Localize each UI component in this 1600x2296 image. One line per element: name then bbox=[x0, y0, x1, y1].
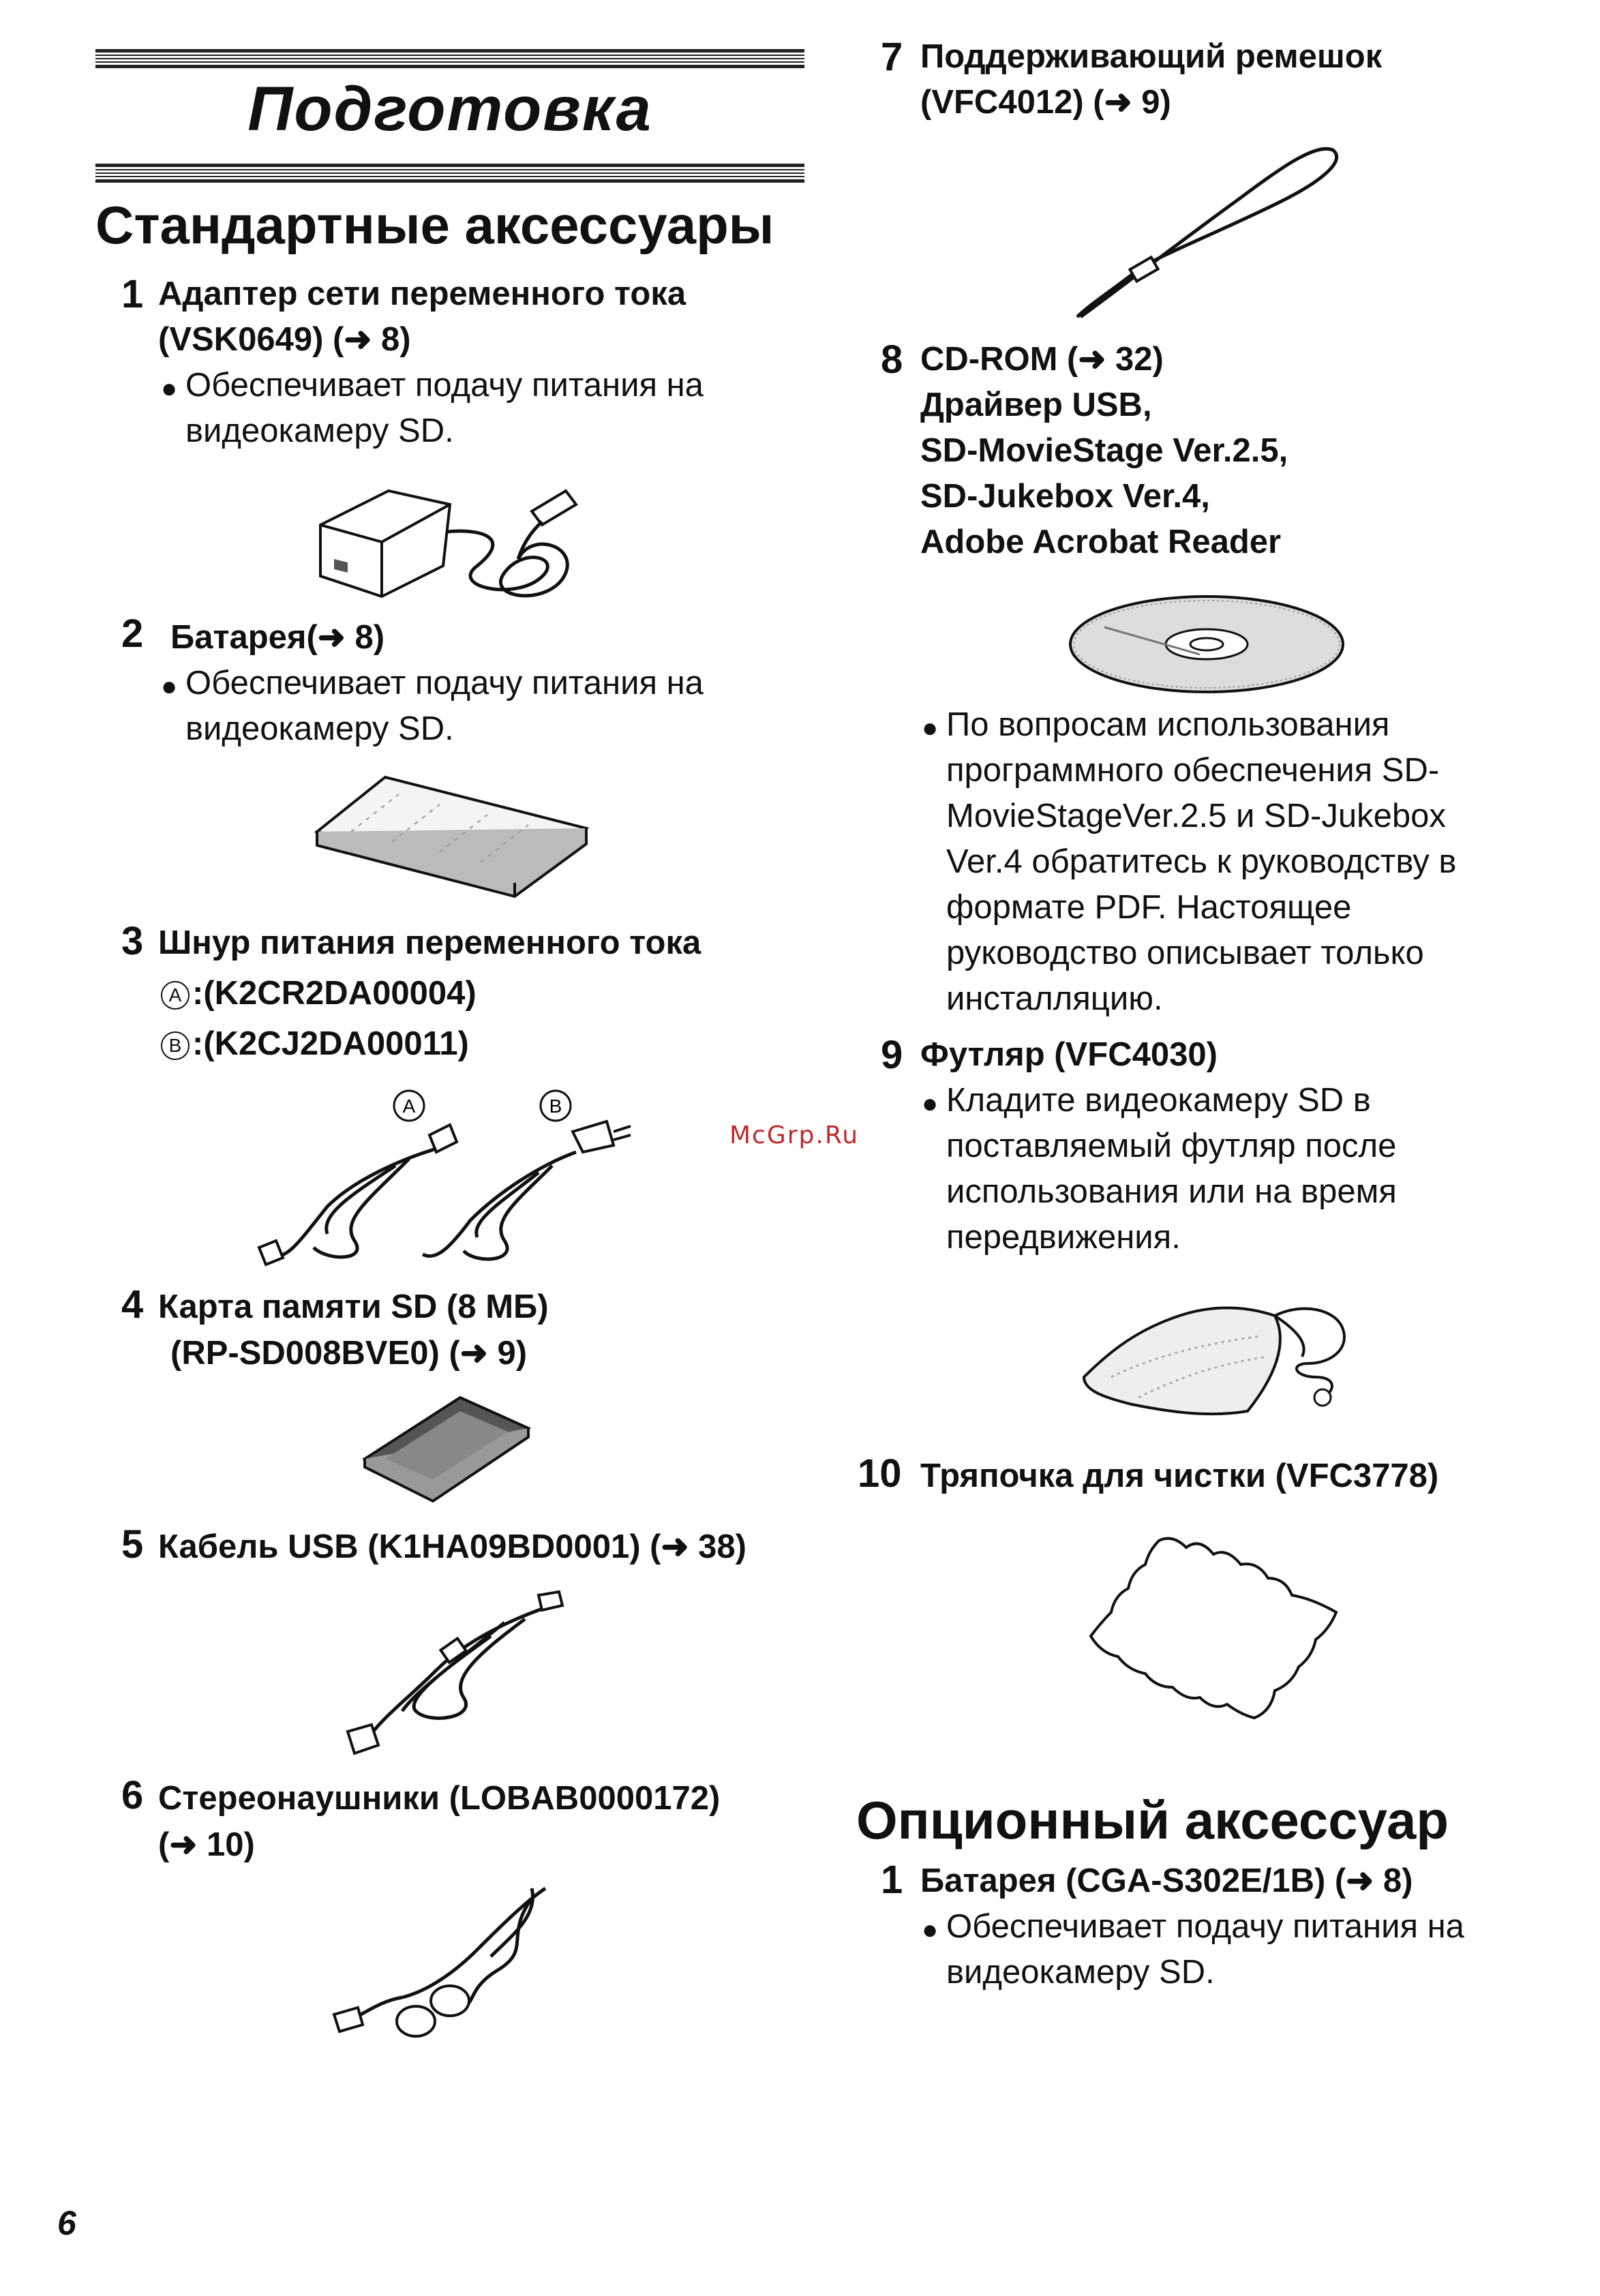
item-title: (VSK0649) (➜ 8) bbox=[158, 321, 411, 358]
strap-image bbox=[1063, 133, 1350, 331]
item-title: Поддерживающий ремешок bbox=[920, 38, 1383, 75]
item-description: видеокамеру SD. bbox=[185, 710, 454, 747]
item-description: Обеспечивает подачу питания на bbox=[185, 665, 704, 701]
earphones-image bbox=[327, 1875, 559, 2045]
section-standard-heading: Стандартные аксессуары bbox=[95, 195, 774, 255]
item-description: Ver.4 обратитесь к руководству в bbox=[946, 843, 1457, 880]
bullet-icon: ● bbox=[922, 713, 939, 743]
item-description: программного обеспечения SD- bbox=[946, 752, 1440, 789]
item-title: Adobe Acrobat Reader bbox=[920, 524, 1282, 560]
item-description: Кладите видеокамеру SD в bbox=[946, 1082, 1371, 1119]
item-description: По вопросам использования bbox=[946, 706, 1390, 743]
usb-cable-image bbox=[327, 1582, 573, 1759]
sd-card-image bbox=[358, 1391, 535, 1507]
page-title: Подготовка bbox=[247, 74, 652, 144]
svg-text:A: A bbox=[402, 1096, 416, 1117]
item-number: 9 bbox=[881, 1033, 903, 1077]
item-title: Адаптер сети переменного тока bbox=[158, 275, 686, 312]
section-optional-heading: Опционный аксессуар bbox=[856, 1790, 1449, 1850]
battery-image bbox=[310, 764, 597, 893]
bullet-icon: ● bbox=[161, 374, 178, 404]
bullet-icon: ● bbox=[161, 671, 178, 701]
item-title: Драйвер USB, bbox=[920, 387, 1152, 423]
item-description: использования или на время bbox=[946, 1173, 1397, 1210]
item-title: SD-MovieStage Ver.2.5, bbox=[920, 432, 1288, 469]
item-description: видеокамеру SD. bbox=[185, 412, 454, 449]
item-title: Тряпочка для чистки (VFC3778) bbox=[920, 1457, 1439, 1494]
cd-rom-image bbox=[1063, 586, 1350, 695]
item-description: MovieStageVer.2.5 и SD-Jukebox bbox=[946, 798, 1446, 834]
item-description: формате PDF. Настоящее bbox=[946, 889, 1352, 926]
cord-b-code-text: :(K2CJ2DA00011) bbox=[192, 1025, 469, 1062]
item-title: Футляр (VFC4030) bbox=[920, 1036, 1218, 1073]
item-number: 10 bbox=[858, 1451, 902, 1496]
item-title: Кабель USB (K1HA09BD0001) (➜ 38) bbox=[158, 1528, 746, 1565]
item-description: инсталляцию. bbox=[946, 980, 1163, 1017]
item-number: 8 bbox=[881, 337, 903, 382]
title-rule-bottom bbox=[95, 164, 804, 183]
watermark: McGrp.Ru bbox=[729, 1121, 860, 1149]
item-title: CD-ROM (➜ 32) bbox=[920, 341, 1164, 378]
item-number: 2 bbox=[121, 611, 144, 656]
item-number: 3 bbox=[121, 919, 144, 963]
power-cord-image bbox=[245, 1084, 641, 1275]
bullet-icon: ● bbox=[922, 1089, 939, 1119]
label-b-icon: B bbox=[161, 1031, 190, 1060]
case-image bbox=[1070, 1275, 1357, 1432]
item-title: (VFC4012) (➜ 9) bbox=[920, 84, 1171, 121]
item-title: (RP-SD008BVE0) (➜ 9) bbox=[170, 1335, 528, 1372]
item-description: видеокамеру SD. bbox=[946, 1954, 1215, 1991]
item-number: 5 bbox=[121, 1522, 144, 1567]
item-title: Карта памяти SD (8 МБ) bbox=[158, 1288, 549, 1325]
cloth-image bbox=[1077, 1527, 1350, 1732]
item-number: 4 bbox=[121, 1282, 144, 1327]
cord-a-code bbox=[161, 971, 477, 1016]
page-number: 6 bbox=[57, 2204, 76, 2242]
title-rule-top bbox=[95, 49, 804, 68]
item-description: руководство описывает только bbox=[946, 935, 1424, 971]
item-title: Шнур питания переменного тока bbox=[158, 924, 701, 961]
item-number: 1 bbox=[121, 272, 144, 316]
bullet-icon: ● bbox=[922, 1915, 939, 1945]
svg-text:B: B bbox=[549, 1096, 562, 1117]
item-number: 7 bbox=[881, 35, 903, 79]
cord-b-code bbox=[161, 1021, 469, 1067]
item-description: поставляемый футляр после bbox=[946, 1128, 1397, 1164]
item-title: SD-Jukebox Ver.4, bbox=[920, 478, 1210, 515]
item-description: Обеспечивает подачу питания на bbox=[946, 1908, 1464, 1945]
item-title: Батарея (CGA-S302E/1B) (➜ 8) bbox=[920, 1862, 1413, 1899]
item-number: 6 bbox=[121, 1773, 144, 1817]
cord-a-code-text: :(K2CR2DA00004) bbox=[192, 975, 477, 1012]
item-description: передвижения. bbox=[946, 1219, 1181, 1256]
item-title: Стереонаушники (LOBAB0000172) bbox=[158, 1780, 721, 1817]
label-a-icon: A bbox=[161, 981, 190, 1010]
item-title: (➜ 10) bbox=[158, 1826, 255, 1863]
ac-adaptor-image bbox=[307, 464, 593, 614]
item-title: Батарея(➜ 8) bbox=[170, 619, 385, 656]
item-number: 1 bbox=[881, 1858, 903, 1902]
item-description: Обеспечивает подачу питания на bbox=[185, 367, 704, 404]
